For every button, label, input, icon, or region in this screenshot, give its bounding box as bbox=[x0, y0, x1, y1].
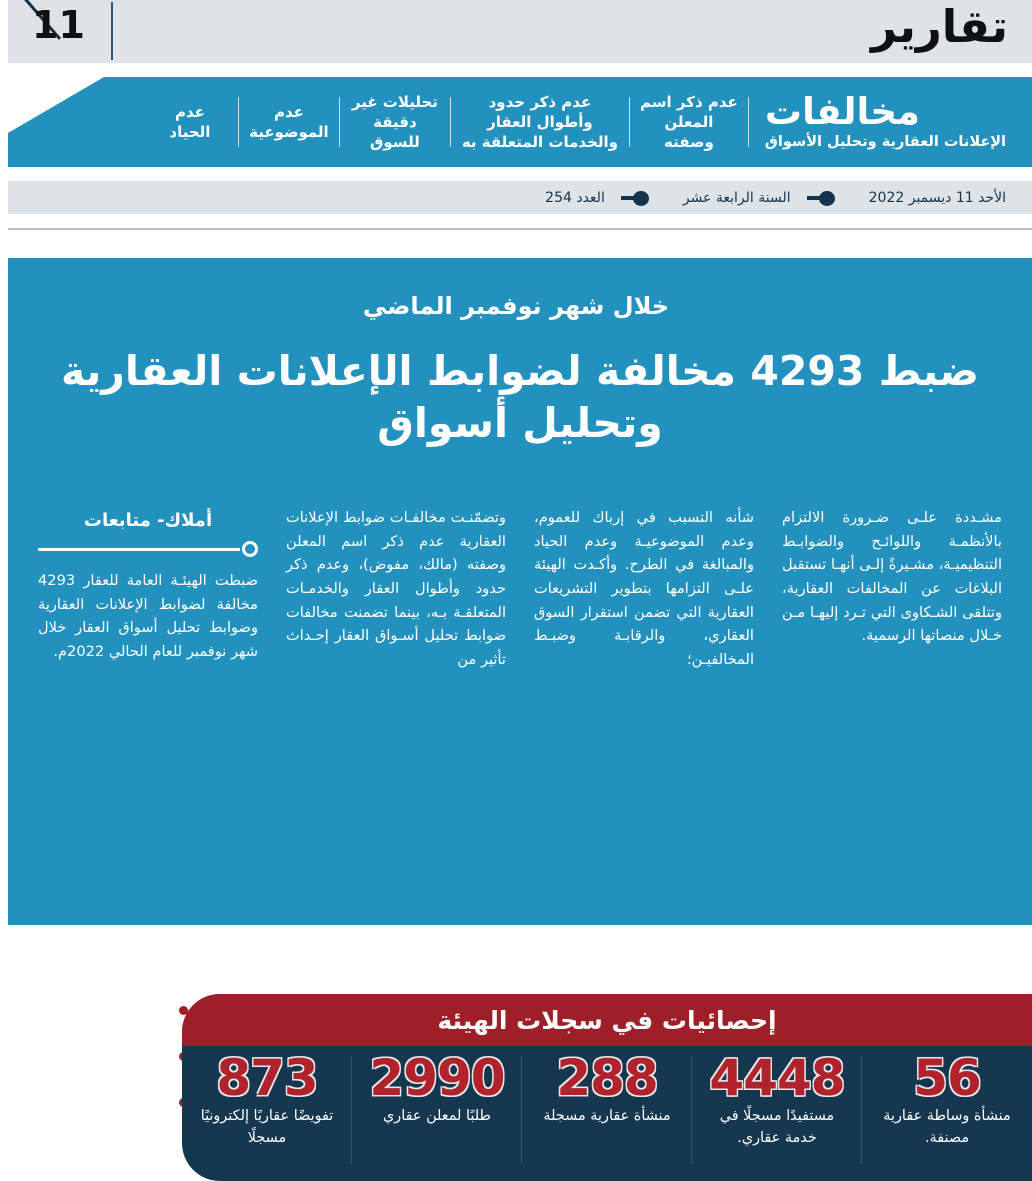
stat-label: طلبًا لمعلن عقاري bbox=[383, 1108, 491, 1124]
article-column-3 bbox=[520, 506, 768, 671]
stat-value: 288 bbox=[556, 1049, 658, 1107]
report-page bbox=[8, 0, 1032, 1146]
article-columns bbox=[24, 506, 1016, 671]
stat-value: 56 bbox=[913, 1049, 981, 1107]
article-byline: أملاك- متابعات bbox=[83, 510, 213, 531]
statistics-banner bbox=[182, 994, 1032, 1046]
nav-item-1[interactable]: عدم ذكر حدود وأطوال العقار والخدمات المتعلقة به bbox=[461, 92, 618, 152]
bullet-text: 1,892 مخالفة تحت الإجراء. bbox=[31, 1046, 171, 1084]
stat-card-288 bbox=[522, 1046, 692, 1128]
nav-item-3[interactable]: عدم الموضوعية bbox=[249, 102, 329, 141]
stat-value: 2990 bbox=[369, 1049, 505, 1107]
stat-card-2990 bbox=[352, 1046, 522, 1128]
stat-card-56 bbox=[862, 1046, 1032, 1149]
stat-value: 4448 bbox=[709, 1049, 845, 1107]
nav-divider bbox=[748, 97, 749, 147]
list-item bbox=[16, 998, 188, 1040]
nav-brand-subtitle: الإعلانات العقارية وتحليل الأسواق bbox=[764, 133, 1006, 150]
volume-year: السنة الرابعة عشر bbox=[682, 189, 791, 206]
stat-value: 873 bbox=[216, 1049, 318, 1107]
nav-ribbon-wrap bbox=[8, 77, 1032, 167]
nav-items-container bbox=[8, 77, 1032, 167]
stat-card-873 bbox=[182, 1046, 352, 1149]
nav-brand-title: مخالفات bbox=[764, 89, 920, 133]
stat-label: تفويضًا عقاريًا إلكترونيًا مسجلًا bbox=[200, 1108, 334, 1146]
article-column-2 bbox=[272, 506, 520, 671]
stat-label: منشأة وساطة عقارية مصنفة. bbox=[883, 1108, 1011, 1146]
section-title: تقارير bbox=[871, 0, 1008, 53]
statistics-row bbox=[182, 1046, 1032, 1181]
article-headline: ضبط 4293 مخالفة لضوابط الإعلانات العقارية وتحليل أسواق bbox=[60, 347, 980, 447]
nav-item-0[interactable]: عدم ذكر اسم المعلن وصفته bbox=[640, 92, 738, 152]
pin-separator-icon bbox=[621, 190, 667, 206]
article-paragraph: شأنه التسبب في إرباك للعموم، وعدم الموضوعيـة وعدم الحياد والمبالغة في الطرح. وأكـدت الهيئة علـى التزامها بتطوير التشريعات العقارية التي تضمن استقرار السوق العقاري، والرقابـة وضبـط المخالفيـن؛ bbox=[534, 509, 754, 668]
nav-divider bbox=[238, 97, 239, 147]
masthead bbox=[8, 0, 1032, 63]
list-item bbox=[16, 1044, 188, 1086]
nav-brand bbox=[749, 83, 1010, 161]
page-number: 11 bbox=[32, 3, 85, 47]
nav-divider bbox=[450, 97, 451, 147]
nav-item-2[interactable]: تحليلات غير دقيقة للسوق bbox=[351, 92, 438, 152]
bullet-text: 2,147 مخالفة تمت معالجتها. bbox=[32, 1000, 171, 1038]
list-item bbox=[16, 1090, 188, 1132]
issue-number: العدد 254 bbox=[545, 189, 605, 206]
stat-card-4448 bbox=[692, 1046, 862, 1149]
nav-item-4[interactable]: عدم الحياد bbox=[169, 102, 211, 141]
publish-date: الأحد 11 ديسمبر 2022 bbox=[868, 189, 1006, 206]
stat-label: مستفيدًا مسجلًا في خدمة عقاري. bbox=[719, 1108, 835, 1146]
stat-label: منشأة عقارية مسجلة bbox=[543, 1108, 671, 1124]
article-kicker: خلال شهر نوفمبر الماضي bbox=[362, 292, 670, 320]
article-lead-paragraph: ضبطت الهيئـة العامة للعقار 4293 مخالفة لضوابط الإعلانات العقارية وضوابط تحليل أسواق العقار خلال شهر نوفمبر للعام الحالي 2022م. bbox=[38, 572, 258, 661]
bottom-margin bbox=[8, 925, 1032, 943]
violation-bullet-list bbox=[16, 998, 188, 1136]
pin-separator-icon bbox=[807, 190, 853, 206]
bullet-text: 7 نزاعات عقارية منظورة. bbox=[50, 1092, 171, 1130]
article-panel bbox=[8, 258, 1032, 1146]
nav-divider bbox=[629, 97, 630, 147]
nav-divider bbox=[339, 97, 340, 147]
header-hairline bbox=[8, 228, 1032, 230]
statistics-panel bbox=[182, 994, 1032, 1181]
article-column-1 bbox=[24, 506, 272, 671]
article-paragraph: وتضمّنـت مخالفـات ضوابط الإعلانات العقارية عدم ذكر اسم المعلن وصفته (مالك، مفوض)، وعدم ذكر حدود وأطوال العقار والخدمـات المتعلقـة بـه، بينما تضمنت مخالفات ضوابط تحليل أسـواق العقار إحـداث تأثير من bbox=[286, 509, 506, 668]
page-number-divider bbox=[111, 2, 113, 60]
byline-rule-decor bbox=[38, 541, 258, 557]
date-strip bbox=[8, 181, 1032, 214]
statistics-banner-title: إحصائيات في سجلات الهيئة bbox=[437, 1005, 777, 1035]
article-paragraph: مشـددة علـى ضـرورة الالتزام بالأنظمـة واللوائـح والضوابـط التنظيميـة، مشـيرةً إلـى أنهـا تستقبل البلاغات عن المخالفات العقارية، وتتلقى الشـكاوى التي تـرد إليهـا مـن خـلال منصاتها الرسمية. bbox=[782, 509, 1002, 645]
article-column-4 bbox=[768, 506, 1016, 671]
